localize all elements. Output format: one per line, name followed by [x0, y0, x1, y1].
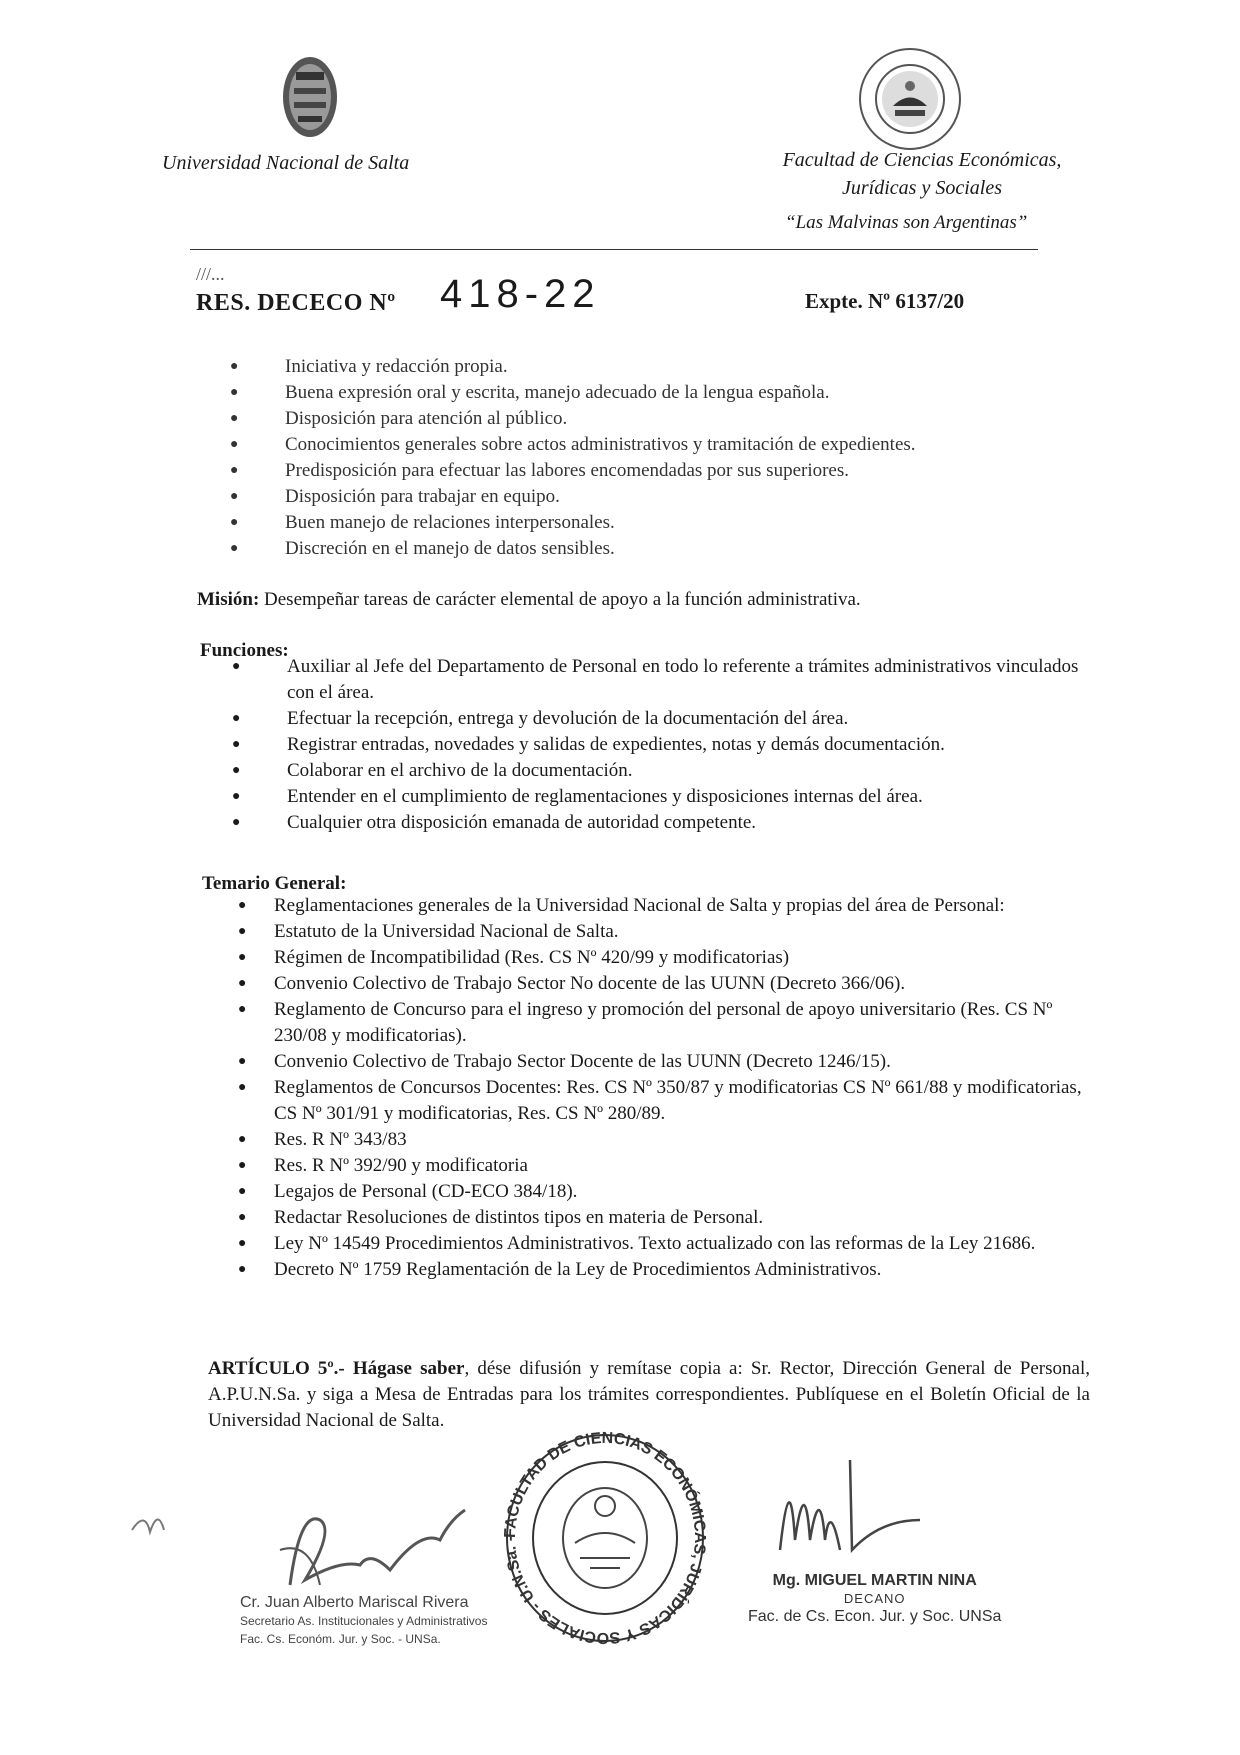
list-item: ● Cualquier otra disposición emanada de autoridad competente. — [232, 812, 757, 833]
list-item: ● Predisposición para efectuar las labores encomendadas por sus superiores. — [230, 460, 850, 481]
list-item: ● Entender en el cumplimiento de reglamentaciones y disposiciones internas del área. — [232, 786, 923, 807]
list-item: ● Reglamentaciones generales de la Universidad Nacional de Salta y propias del área de Personal: — [238, 895, 1005, 916]
official-round-stamp — [500, 1428, 710, 1648]
faculty-name-line1: Facultad de Ciencias Económicas, — [782, 149, 1062, 171]
list-item: ● Res. R Nº 392/90 y modificatoria — [238, 1155, 528, 1176]
list-item: ● Régimen de Incompatibilidad (Res. CS Nº 420/99 y modificatorias) — [238, 947, 790, 968]
faculty-name-line2: Jurídicas y Sociales — [842, 177, 1002, 199]
list-item: ● Reglamentos de Concursos Docentes: Res. CS Nº 350/87 y modificatorias CS Nº 661/88 y modificatorias, CS Nº 301/91 y modificatorias, Res. CS Nº 280/89. — [238, 1077, 1082, 1124]
list-item: ● Reglamento de Concurso para el ingreso y promoción del personal de apoyo universitario (Res. CS Nº 230/08 y modificatorias). — [238, 999, 1053, 1046]
resolution-label: RES. DECECO Nº — [196, 290, 396, 316]
list-item: ● Ley Nº 14549 Procedimientos Administrativos. Texto actualizado con las reformas de la Ley 21686. — [238, 1233, 1036, 1254]
expediente-number: Expte. Nº 6137/20 — [805, 289, 965, 313]
faculty-name — [772, 146, 1072, 202]
funciones-heading: Funciones: — [200, 640, 289, 661]
list-item: ● Colaborar en el archivo de la documentación. — [232, 760, 633, 781]
list-item: ● Efectuar la recepción, entrega y devolución de la documentación del área. — [232, 708, 849, 729]
signer-right-name: Mg. MIGUEL MARTIN NINA — [772, 1572, 977, 1589]
temario-list — [238, 893, 1093, 1283]
resolution-number: 418-22 — [440, 272, 601, 316]
temario-heading: Temario General: — [202, 873, 347, 894]
list-item: ● Res. R Nº 343/83 — [238, 1129, 407, 1150]
list-item: ● Convenio Colectivo de Trabajo Sector No docente de las UUNN (Decreto 366/06). — [238, 973, 906, 994]
mision-text: Desempeñar tareas de carácter elemental de apoyo a la función administrativa. — [259, 589, 861, 610]
signer-left-title: Secretario As. Institucionales y Administrativos — [240, 1614, 488, 1628]
list-item: ● Buen manejo de relaciones interpersonales. — [230, 512, 615, 533]
articulo-label: ARTÍCULO 5º.- Hágase saber — [208, 1358, 465, 1379]
list-item: ● Disposición para atención al público. — [230, 408, 568, 429]
university-name: Universidad Nacional de Salta — [162, 152, 410, 174]
header-divider — [190, 249, 1038, 250]
signer-right-sub: Fac. de Cs. Econ. Jur. y Soc. UNSa — [748, 1608, 1002, 1625]
signer-left-name: Cr. Juan Alberto Mariscal Rivera — [240, 1594, 469, 1611]
list-item: ● Estatuto de la Universidad Nacional de Salta. — [238, 921, 619, 942]
handwritten-signature-right — [760, 1440, 950, 1570]
list-item: ● Registrar entradas, novedades y salidas de expedientes, notas y demás documentación. — [232, 734, 945, 755]
handwritten-signature-left — [120, 1490, 500, 1600]
list-item: ● Convenio Colectivo de Trabajo Sector Docente de las UUNN (Decreto 1246/15). — [238, 1051, 891, 1072]
mision-paragraph — [197, 589, 1097, 611]
list-item: ● Redactar Resoluciones de distintos tipos en materia de Personal. — [238, 1207, 764, 1228]
requirements-list — [230, 354, 1030, 562]
signer-right-title: DECANO — [843, 1591, 906, 1606]
continuation-mark: ///... — [196, 264, 225, 284]
list-item: ● Legajos de Personal (CD-ECO 384/18). — [238, 1181, 578, 1202]
funciones-list — [232, 654, 1092, 836]
list-item: ● Conocimientos generales sobre actos administrativos y tramitación de expedientes. — [230, 434, 916, 455]
signature-right-block — [748, 1572, 1001, 1626]
articulo-5-paragraph — [208, 1356, 1090, 1434]
university-crest-logo — [270, 52, 350, 142]
list-item: ● Decreto Nº 1759 Reglamentación de la Ley de Procedimientos Administrativos. — [238, 1259, 882, 1280]
articulo-text: , dése difusión y remítase copia a: Sr. Rector, Dirección General de Personal, A.P.U.N.Sa. y siga a Mesa de Entradas para los trámites correspondientes. Publíquese en el Boletín Oficial de la Universidad Nacional de Salta. — [208, 1358, 1090, 1431]
list-item: ● Disposición para trabajar en equipo. — [230, 486, 560, 507]
list-item: ● Iniciativa y redacción propia. — [230, 356, 508, 377]
motto: “Las Malvinas son Argentinas” — [785, 212, 1028, 233]
signature-left-block — [240, 1594, 487, 1648]
list-item: ● Discreción en el manejo de datos sensibles. — [230, 538, 615, 559]
list-item: ● Buena expresión oral y escrita, manejo adecuado de la lengua española. — [230, 382, 830, 403]
list-item: ● Auxiliar al Jefe del Departamento de Personal en todo lo referente a trámites administrativos vinculados con el área. — [232, 656, 1079, 703]
mision-label: Misión: — [197, 589, 260, 610]
stamp-text: FACULTAD DE CIENCIAS ECONÓMICAS, JURÍDICAS Y SOCIALES - U.N.Sa. - — [501, 1429, 709, 1647]
signer-left-sub: Fac. Cs. Económ. Jur. y Soc. - UNSa. — [240, 1632, 441, 1646]
faculty-seal-logo — [855, 44, 965, 154]
